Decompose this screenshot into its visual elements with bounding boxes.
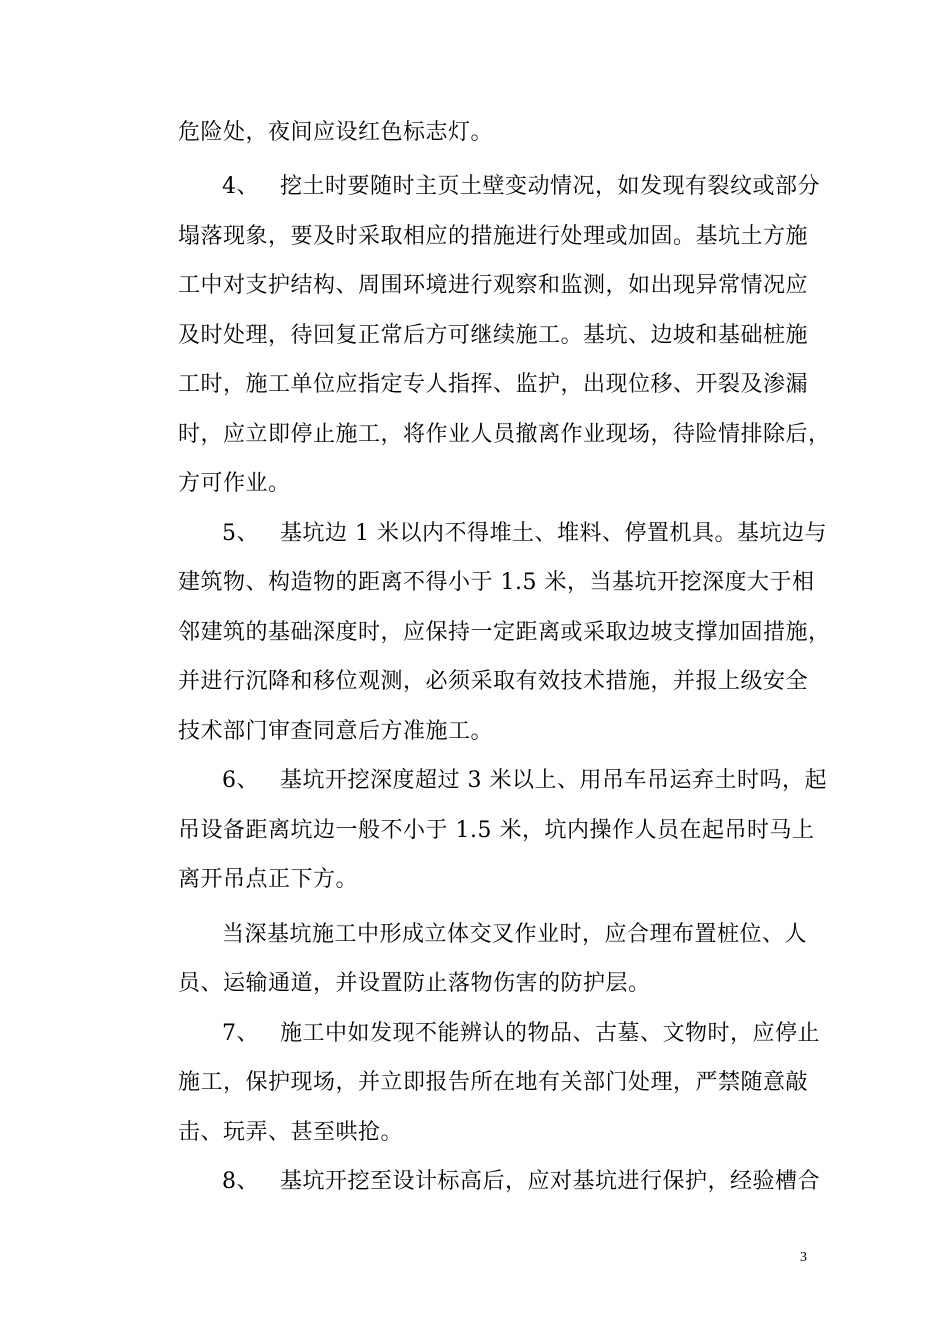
list-number: 6、 bbox=[222, 768, 259, 793]
list-number: 5、 bbox=[222, 521, 259, 546]
list-number: 8、 bbox=[222, 1169, 259, 1194]
text-line: 技术部门审查同意后方准施工。 bbox=[178, 719, 494, 744]
list-item-7 bbox=[222, 1019, 820, 1049]
text-line: 离开吊点正下方。 bbox=[178, 867, 359, 892]
text-line: 基坑开挖深度超过 3 米以上、用吊车吊运弃土时吗，起 bbox=[280, 768, 827, 793]
text-line: 并进行沉降和移位观测，必须采取有效技术措施，并报上级安全 bbox=[178, 669, 809, 694]
text-line: 工时，施工单位应指定专人指挥、监护，出现位移、开裂及渗漏 bbox=[178, 372, 809, 397]
list-item-6 bbox=[222, 766, 827, 796]
text-line: 基坑边 1 米以内不得堆土、堆料、停置机具。基坑边与 bbox=[280, 521, 827, 546]
text-line: 击、玩弄、甚至哄抢。 bbox=[178, 1120, 404, 1145]
text-line: 员、运输通道，并设置防止落物伤害的防护层。 bbox=[178, 971, 651, 996]
list-item-8 bbox=[222, 1167, 820, 1197]
text-line: 基坑开挖至设计标高后，应对基坑进行保护，经验槽合 bbox=[280, 1169, 821, 1194]
text-line: 塌落现象，要及时采取相应的措施进行处理或加固。基坑土方施 bbox=[178, 224, 809, 249]
text-line: 施工，保护现场，并立即报告所在地有关部门处理，严禁随意敲 bbox=[178, 1070, 809, 1095]
list-number: 4、 bbox=[222, 174, 259, 199]
text-line: 当深基坑施工中形成立体交叉作业时，应合理布置桩位、人 bbox=[222, 922, 808, 947]
text-line: 危险处，夜间应设红色标志灯。 bbox=[178, 120, 494, 145]
text-line: 建筑物、构造物的距离不得小于 1.5 米，当基坑开挖深度大于相 bbox=[178, 570, 815, 595]
text-line: 及时处理，待回复正常后方可继续施工。基坑、边坡和基础桩施 bbox=[178, 323, 809, 348]
text-line: 工中对支护结构、周围环境进行观察和监测，如出现异常情况应 bbox=[178, 273, 809, 298]
text-line: 吊设备距离坑边一般不小于 1.5 米，坑内操作人员在起吊时马上 bbox=[178, 818, 815, 843]
text-line: 挖土时要随时主页土壁变动情况，如发现有裂纹或部分 bbox=[280, 174, 821, 199]
text-line: 施工中如发现不能辨认的物品、古墓、文物时，应停止 bbox=[280, 1021, 821, 1046]
text-line: 方可作业。 bbox=[178, 471, 291, 496]
text-line: 邻建筑的基础深度时，应保持一定距离或采取边坡支撑加固措施， bbox=[178, 620, 831, 645]
list-item-4 bbox=[222, 172, 820, 202]
text-line: 时，应立即停止施工，将作业人员撤离作业现场，待险情排除后， bbox=[178, 422, 831, 447]
list-number: 7、 bbox=[222, 1021, 259, 1046]
list-item-5 bbox=[222, 519, 827, 549]
page-number: 3 bbox=[800, 1250, 807, 1265]
